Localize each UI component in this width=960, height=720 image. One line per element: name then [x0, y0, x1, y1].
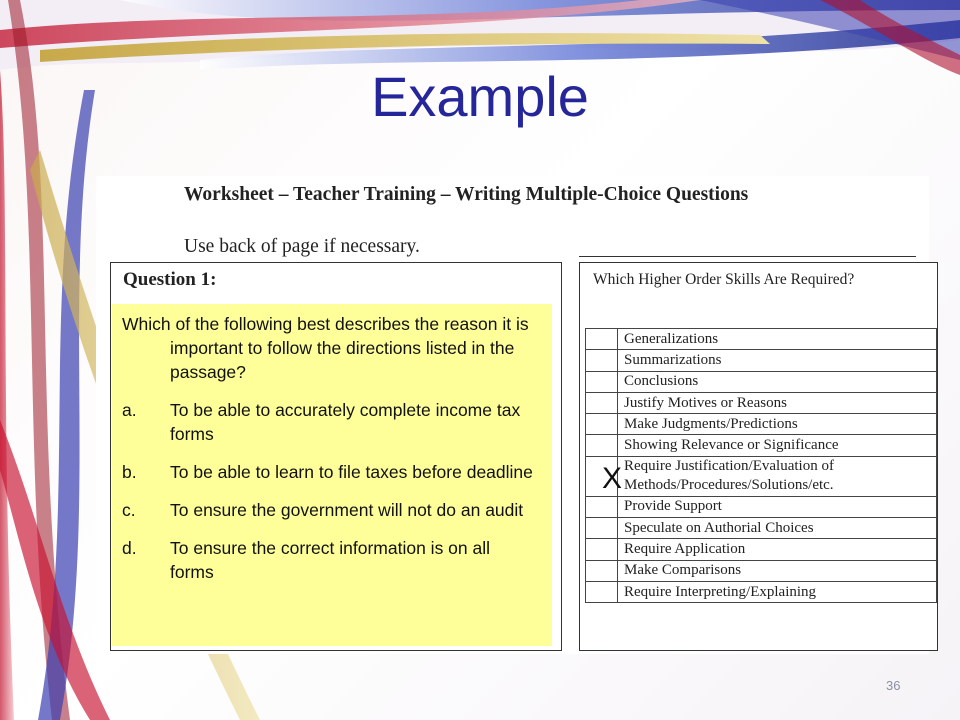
- skills-row: [586, 371, 937, 392]
- answer-choice-d: [122, 536, 538, 584]
- choice-letter: b.: [122, 462, 137, 482]
- skill-check-cell: [586, 518, 618, 539]
- choice-letter: d.: [122, 538, 137, 558]
- skills-row: [586, 560, 937, 581]
- slide-title: Example: [371, 65, 589, 128]
- skill-check-cell: [586, 560, 618, 581]
- skill-label: Make Comparisons: [618, 560, 937, 581]
- skill-check-cell: [586, 414, 618, 435]
- skill-label: Justify Motives or Reasons: [618, 392, 937, 413]
- answer-choice-a: [122, 398, 538, 446]
- skill-check-cell: [586, 496, 618, 517]
- skill-label: Generalizations: [618, 329, 937, 350]
- skill-label: [618, 456, 937, 496]
- worksheet-divider-line: [579, 256, 916, 257]
- skills-row: [586, 539, 937, 560]
- skills-row: [586, 414, 937, 435]
- skills-row: [586, 350, 937, 371]
- choice-letter: a.: [122, 400, 137, 420]
- choice-text: To ensure the government will not do an audit: [170, 500, 524, 520]
- skill-label: Require Interpreting/Explaining: [618, 581, 937, 602]
- choice-text: To be able to accurately complete income tax forms: [170, 400, 521, 444]
- skill-label: Summarizations: [618, 350, 937, 371]
- skill-check-cell: [586, 392, 618, 413]
- skill-label: Conclusions: [618, 371, 937, 392]
- skills-row: [586, 329, 937, 350]
- skills-row: [586, 496, 937, 517]
- answer-choice-c: [122, 498, 538, 522]
- skill-check-cell: [586, 371, 618, 392]
- choice-letter: c.: [122, 500, 136, 520]
- skills-checklist-table: [585, 328, 937, 603]
- worksheet-instructions: Use back of page if necessary.: [184, 236, 420, 257]
- skill-label-line: Methods/Procedures/Solutions/etc.: [624, 477, 834, 494]
- skill-check-cell: [586, 350, 618, 371]
- skills-row: [586, 518, 937, 539]
- choice-text: To ensure the correct information is on all forms: [170, 538, 491, 582]
- skills-row: [586, 456, 937, 496]
- skills-heading: Which Higher Order Skills Are Required?: [593, 271, 855, 288]
- worksheet-title: Worksheet – Teacher Training – Writing Multiple-Choice Questions: [184, 184, 749, 205]
- skills-row: [586, 435, 937, 456]
- question-answer-panel: [112, 304, 552, 646]
- skill-check-mark: X: [602, 462, 623, 495]
- skill-label: Showing Relevance or Significance: [618, 435, 937, 456]
- skills-row: [586, 392, 937, 413]
- skill-label: Speculate on Authorial Choices: [618, 518, 937, 539]
- skill-check-cell: [586, 581, 618, 602]
- skill-check-cell: [586, 539, 618, 560]
- choice-text: To be able to learn to file taxes before deadline: [170, 462, 533, 482]
- answer-choice-b: [122, 460, 538, 484]
- question-stem: Which of the following best describes the reason it is important to follow the directions listed in the passage?: [122, 314, 529, 382]
- skill-label: Require Application: [618, 539, 937, 560]
- question-heading: Question 1:: [123, 269, 217, 290]
- skill-label: Make Judgments/Predictions: [618, 414, 937, 435]
- skills-row: [586, 581, 937, 602]
- skill-check-cell: [586, 435, 618, 456]
- slide-number: 36: [886, 678, 901, 693]
- skill-check-cell: [586, 329, 618, 350]
- skill-label-line: Require Justification/Evaluation of: [624, 458, 834, 475]
- skills-box: [579, 262, 938, 651]
- skill-label: Provide Support: [618, 496, 937, 517]
